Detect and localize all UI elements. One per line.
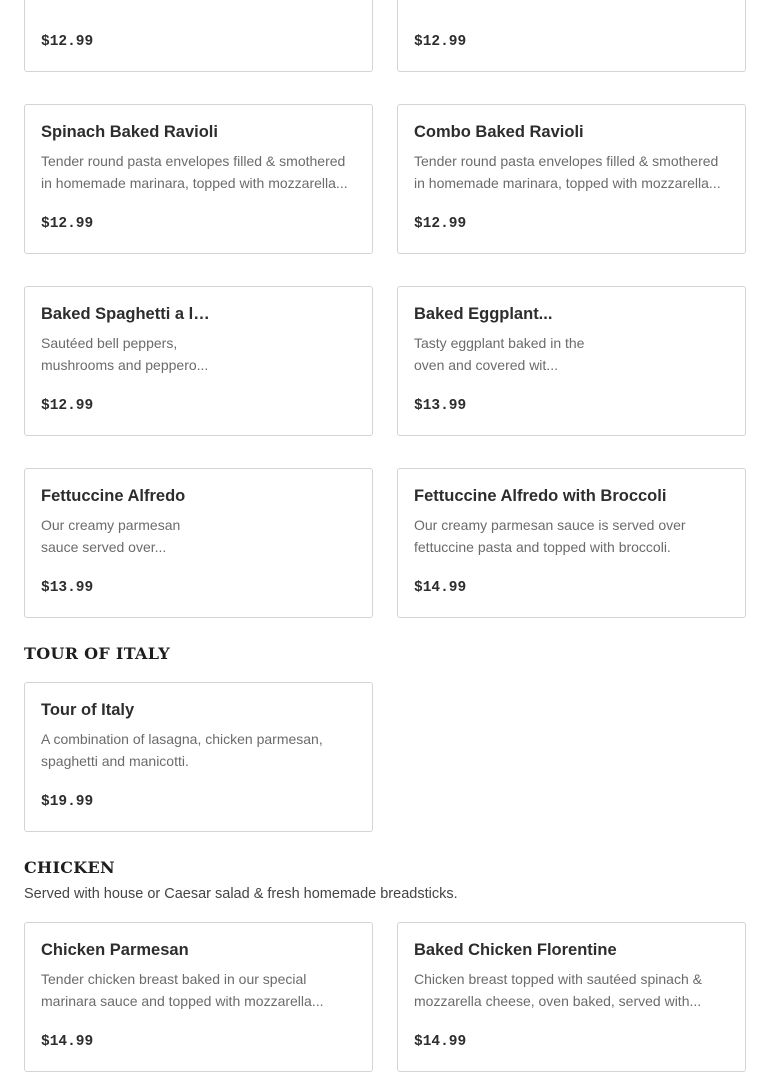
menu-item-price: $19.99 xyxy=(41,794,94,810)
menu-item-card[interactable] xyxy=(24,922,373,1072)
menu-item-name: Baked Chicken Florentine xyxy=(414,941,617,959)
menu-item-name: Baked Eggplant... xyxy=(414,305,553,323)
section-title-tour-of-italy: TOUR OF ITALY xyxy=(24,644,171,663)
menu-item-name: Fettuccine Alfredo xyxy=(41,487,186,505)
menu-item-card[interactable] xyxy=(397,286,746,436)
menu-item-price: $12.99 xyxy=(41,398,94,414)
menu-item-description: A combination of lasagna, chicken parmesan, spaghetti and manicotti. xyxy=(41,731,323,769)
menu-item-price: $12.99 xyxy=(414,34,467,50)
menu-item-description: Tender round pasta envelopes filled & smothered in homemade marinara, topped with mozzarella... xyxy=(414,153,721,191)
menu-item-card[interactable] xyxy=(24,104,373,254)
menu-item-card[interactable] xyxy=(24,468,373,618)
menu-item-description: Tasty eggplant baked in the oven and covered wit... xyxy=(414,335,585,373)
menu-item-name: Chicken Parmesan xyxy=(41,941,189,959)
menu-item-description: Our creamy parmesan sauce is served over fettuccine pasta and topped with broccoli. xyxy=(414,517,686,555)
menu-item-card[interactable] xyxy=(397,0,746,72)
menu-item-description: Our creamy parmesan sauce served over... xyxy=(41,517,181,555)
menu-item-price: $13.99 xyxy=(41,580,94,596)
menu-item-card[interactable] xyxy=(397,468,746,618)
menu-item-price: $14.99 xyxy=(414,1034,467,1050)
menu-item-price: $12.99 xyxy=(414,216,467,232)
menu-item-description xyxy=(414,0,732,3)
menu-item-card[interactable] xyxy=(24,0,373,72)
menu-item-card[interactable] xyxy=(24,682,373,832)
menu-item-description: Sautéed bell peppers, mushrooms and pepperо... xyxy=(41,335,209,373)
menu-item-description: Tender chicken breast baked in our special marinara sauce and topped with mozzarella... xyxy=(41,971,324,1009)
menu-item-name: Spinach Baked Ravioli xyxy=(41,123,218,141)
menu-item-price: $12.99 xyxy=(41,216,94,232)
menu-item-card[interactable] xyxy=(24,286,373,436)
menu-item-name: Baked Spaghetti a la... xyxy=(41,305,216,323)
menu-item-price: $13.99 xyxy=(414,398,467,414)
section-subtitle-chicken: Served with house or Caesar salad & fresh homemade breadsticks. xyxy=(24,886,458,902)
menu-item-description: Chicken breast topped with sautéed spinach & mozzarella cheese, oven baked, served with... xyxy=(414,971,702,1009)
menu-item-description: Tender round pasta envelopes filled & smothered in homemade marinara, topped with mozzarella... xyxy=(41,153,348,191)
menu-item-price: $12.99 xyxy=(41,34,94,50)
menu-item-name: Fettuccine Alfredo with Broccoli xyxy=(414,487,667,505)
menu-item-price: $14.99 xyxy=(414,580,467,596)
menu-item-name: Combo Baked Ravioli xyxy=(414,123,584,141)
menu-item-description xyxy=(41,0,359,3)
menu-item-name: Tour of Italy xyxy=(41,701,135,719)
section-title-chicken: CHICKEN xyxy=(24,858,115,877)
menu-item-card[interactable] xyxy=(397,922,746,1072)
menu-item-card[interactable] xyxy=(397,104,746,254)
menu-item-price: $14.99 xyxy=(41,1034,94,1050)
